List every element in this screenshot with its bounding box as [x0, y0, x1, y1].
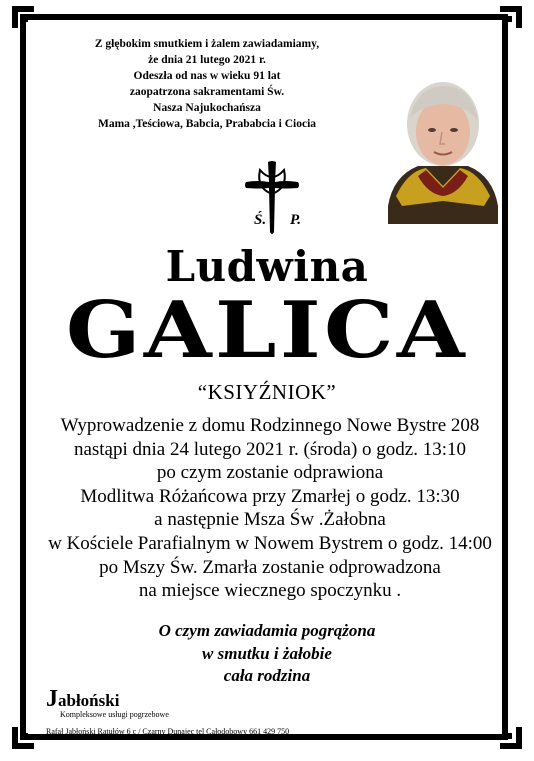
intro-text	[52, 36, 362, 132]
intro-line: Z głębokim smutkiem i żalem zawiadamiamy,	[94, 38, 320, 50]
corner-ornament-top-left	[10, 4, 36, 30]
funeral-details	[0, 414, 534, 603]
closing-line: cała rodzina	[223, 666, 311, 685]
closing-text	[0, 620, 534, 688]
logo-name-rest: abłoński	[58, 691, 120, 710]
corner-ornament-top-right	[498, 4, 524, 30]
details-line: w Kościele Parafialnym w Nowem Bystrem o godz. 14:00	[48, 532, 492, 554]
funeral-home-address: Rafał Jabłoński Ratułów 6 c / Czarny Dunajec tel Całodobowy 661 429 750	[46, 727, 290, 736]
closing-line: O czym zawiadamia pogrążona	[158, 621, 376, 640]
details-line: nastąpi dnia 24 lutego 2021 r. (środa) o godz. 13:10	[73, 438, 467, 460]
logo-subtitle: Kompleksowe usługi pogrzebowe	[60, 710, 169, 719]
details-line: Wyprowadzenie z domu Rodzinnego Nowe Bystre 208	[60, 415, 480, 436]
details-line: a następnie Msza Św .Żałobna	[154, 509, 386, 531]
cross-letter-right: P.	[290, 212, 301, 228]
details-line: na miejsce wiecznego spoczynku .	[138, 580, 402, 602]
logo-name	[46, 686, 289, 712]
details-line: po Mszy Św. Zmarła zostanie odprowadzona	[99, 556, 441, 578]
closing-line: w smutku i żałobie	[202, 643, 332, 663]
surname: GALICA	[65, 285, 469, 376]
intro-line: zaopatrzona sakramentami Św.	[129, 86, 285, 98]
corner-ornament-bottom-left	[10, 725, 36, 751]
details-line: po czym zostanie odprawiona	[156, 462, 384, 484]
nickname: “KSIYŹNIOK”	[197, 380, 337, 404]
corner-ornament-bottom-right	[498, 725, 524, 751]
details-line: Modlitwa Różańcowa przy Zmarłej o godz. 13:30	[80, 485, 460, 507]
cross-letter-left: Ś.	[254, 212, 267, 228]
intro-line: Nasza Najukochańsza	[153, 102, 261, 114]
funeral-home-logo	[46, 686, 290, 738]
first-name: Ludwina	[165, 242, 369, 291]
logo-initial: J	[46, 686, 58, 712]
deceased-portrait-photo	[388, 66, 498, 224]
intro-line: że dnia 21 lutego 2021 r.	[148, 54, 266, 66]
intro-line: Odeszła od nas w wieku 91 lat	[133, 70, 281, 82]
intro-line: Mama ,Teściowa, Babcia, Prababcia i Ciocia	[97, 118, 317, 130]
